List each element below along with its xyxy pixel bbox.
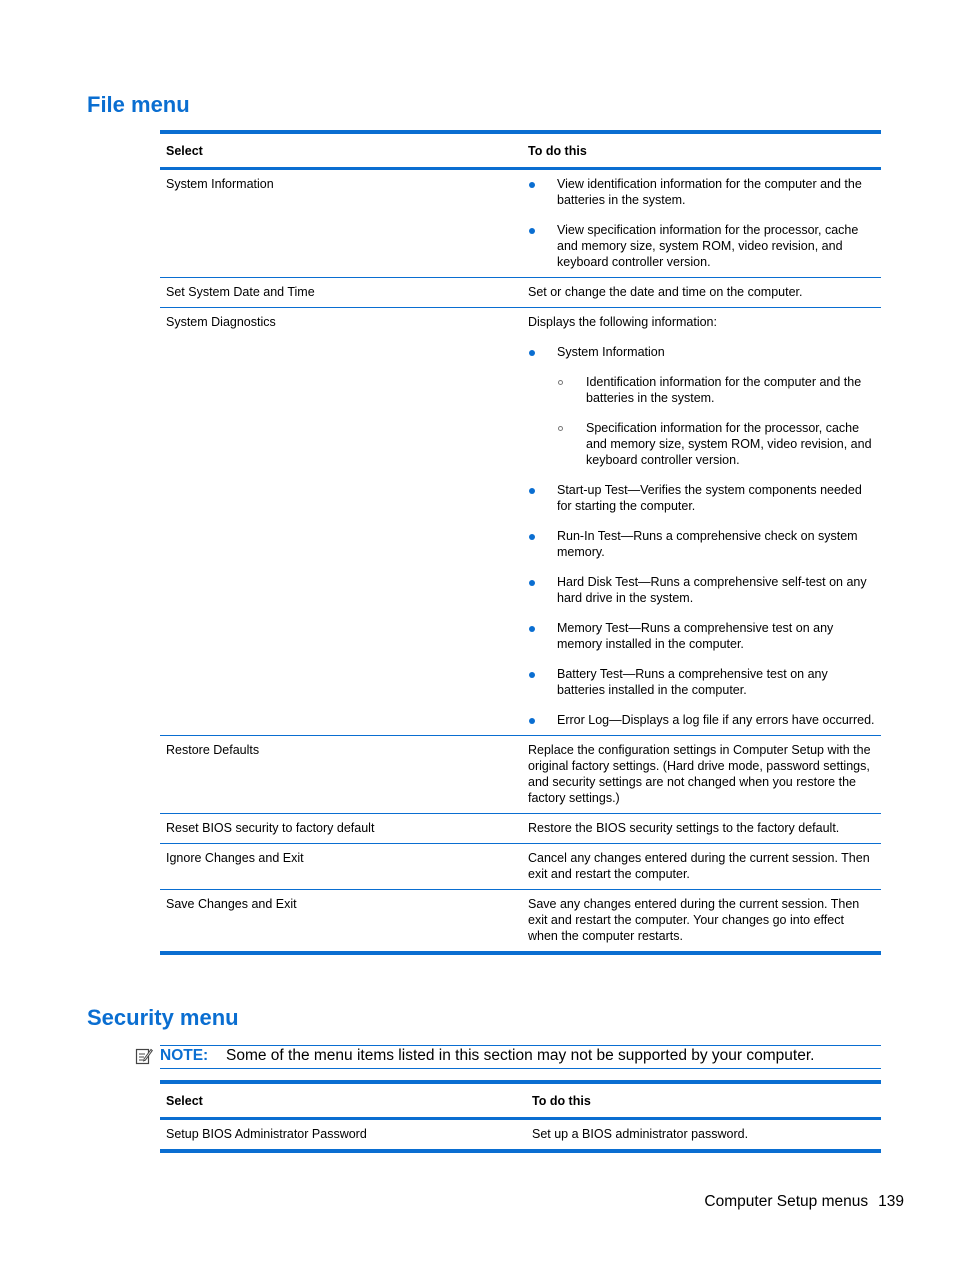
bullet-dot-icon: [529, 488, 535, 494]
table-row: [160, 308, 881, 736]
table-row: [160, 736, 881, 814]
sub-list-item: Specification information for the processor, cache and memory size, system ROM, video revision, and keyboard controller version.: [557, 420, 875, 468]
bullet-dot-icon: [529, 182, 535, 188]
table-row: [160, 890, 881, 954]
circle-bullet-icon: [558, 426, 563, 431]
bullet-dot-icon: [529, 534, 535, 540]
table-header-row: [160, 1082, 881, 1119]
row-select-cell: Set System Date and Time: [160, 278, 521, 308]
column-header-select: Select: [160, 1082, 525, 1119]
row-select-cell: Ignore Changes and Exit: [160, 844, 521, 890]
table-row: [160, 1119, 881, 1152]
table-row: [160, 814, 881, 844]
bullet-dot-icon: [529, 228, 535, 234]
row-select-cell: Save Changes and Exit: [160, 890, 521, 954]
row-action-cell: Replace the configuration settings in Computer Setup with the original factory settings. (Hard drive mode, password settings, and security settings are not changed when you restore the factory settings.): [521, 736, 881, 814]
note-pencil-icon: [135, 1047, 153, 1065]
row-select-cell: System Information: [166, 177, 274, 191]
column-header-select: Select: [160, 132, 521, 169]
security-menu-title: Security menu: [87, 1005, 239, 1030]
footer-section: Computer Setup menus: [704, 1193, 869, 1210]
row-select-cell: System Diagnostics: [160, 308, 521, 736]
list-item: Error Log—Displays a log file if any errors have occurred.: [528, 712, 875, 728]
row-action-cell: [521, 308, 881, 736]
row-select-cell: Restore Defaults: [160, 736, 521, 814]
row-action-cell: Restore the BIOS security settings to the factory default.: [521, 814, 881, 844]
diagnostics-lead: Displays the following information:: [528, 315, 717, 329]
list-item: Run-In Test—Runs a comprehensive check on system memory.: [528, 528, 875, 560]
list-item: View specification information for the processor, cache and memory size, system ROM, video revision, and keyboard controller version.: [528, 222, 875, 270]
list-item: View identification information for the computer and the batteries in the system.: [528, 176, 875, 208]
page-footer: [704, 1192, 904, 1212]
sub-list-item: Identification information for the computer and the batteries in the system.: [557, 374, 875, 406]
file-menu-title: File menu: [87, 92, 190, 117]
bullet-dot-icon: [529, 672, 535, 678]
bullet-dot-icon: [529, 626, 535, 632]
list-item: Memory Test—Runs a comprehensive test on any memory installed in the computer.: [528, 620, 875, 652]
table-header-row: [160, 132, 881, 169]
row-select-cell: Reset BIOS security to factory default: [160, 814, 521, 844]
column-header-todo: To do this: [521, 132, 881, 169]
circle-bullet-icon: [558, 380, 563, 385]
table-row: [160, 169, 881, 278]
note-label: NOTE:: [160, 1047, 209, 1064]
table-row: [160, 844, 881, 890]
page-number: 139: [878, 1193, 904, 1210]
row-action-cell: [521, 169, 881, 278]
row-action-cell: Set up a BIOS administrator password.: [532, 1127, 749, 1141]
row-select-cell: Setup BIOS Administrator Password: [166, 1127, 367, 1141]
row-action-cell: Set or change the date and time on the computer.: [521, 278, 881, 308]
list-item: Hard Disk Test—Runs a comprehensive self-test on any hard drive in the system.: [528, 574, 875, 606]
table-row: [160, 278, 881, 308]
note-text: Some of the menu items listed in this section may not be supported by your computer.: [226, 1047, 815, 1064]
bullet-dot-icon: [529, 350, 535, 356]
bullet-dot-icon: [529, 718, 535, 724]
security-menu-table: [160, 1080, 881, 1153]
bullet-dot-icon: [529, 580, 535, 586]
row-action-cell: Cancel any changes entered during the current session. Then exit and restart the computer.: [521, 844, 881, 890]
note-box: [160, 1045, 881, 1069]
list-item: System Information Identification information for the computer and the batteries in the system. Specification information for the processor, cache and memory size, system ROM, video revision, and keyboard controller version.: [528, 344, 875, 468]
file-menu-table: [160, 130, 881, 955]
list-item: Start-up Test—Verifies the system components needed for starting the computer.: [528, 482, 875, 514]
list-item: Battery Test—Runs a comprehensive test on any batteries installed in the computer.: [528, 666, 875, 698]
column-header-todo: To do this: [525, 1082, 881, 1119]
row-action-cell: Save any changes entered during the current session. Then exit and restart the computer. Your changes go into effect when the computer restarts.: [521, 890, 881, 954]
